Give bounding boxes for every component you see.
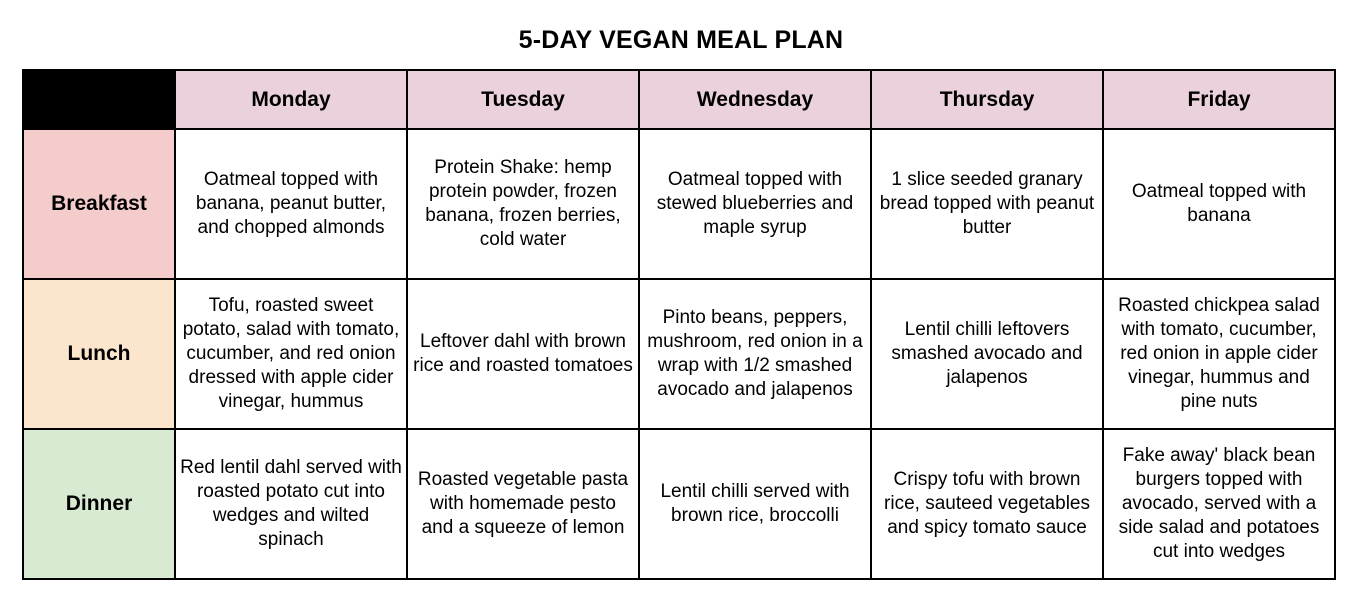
lunch-tuesday-cell: Leftover dahl with brown rice and roasted tomatoes xyxy=(407,279,639,429)
page-title: 5-DAY VEGAN MEAL PLAN xyxy=(518,26,844,54)
meal-label-lunch: Lunch xyxy=(23,279,175,429)
breakfast-row xyxy=(23,129,1335,279)
lunch-thursday-cell: Lentil chilli leftovers smashed avocado and jalapenos xyxy=(871,279,1103,429)
dinner-row xyxy=(23,429,1335,579)
header-row xyxy=(23,70,1335,129)
day-header-wednesday: Wednesday xyxy=(639,70,871,129)
lunch-row xyxy=(23,279,1335,429)
meal-label-breakfast: Breakfast xyxy=(23,129,175,279)
lunch-friday-cell: Roasted chickpea salad with tomato, cucumber, red onion in apple cider vinegar, hummus and pine nuts xyxy=(1103,279,1335,429)
dinner-wednesday-cell: Lentil chilli served with brown rice, broccolli xyxy=(639,429,871,579)
breakfast-wednesday-cell: Oatmeal topped with stewed blueberries and maple syrup xyxy=(639,129,871,279)
lunch-wednesday-cell: Pinto beans, peppers, mushroom, red onion in a wrap with 1/2 smashed avocado and jalapenos xyxy=(639,279,871,429)
lunch-monday-cell: Tofu, roasted sweet potato, salad with tomato, cucumber, and red onion dressed with apple cider vinegar, hummus xyxy=(175,279,407,429)
breakfast-tuesday-cell: Protein Shake: hemp protein powder, frozen banana, frozen berries, cold water xyxy=(407,129,639,279)
day-header-thursday: Thursday xyxy=(871,70,1103,129)
dinner-friday-cell: Fake away' black bean burgers topped with avocado, served with a side salad and potatoes cut into wedges xyxy=(1103,429,1335,579)
dinner-monday-cell: Red lentil dahl served with roasted potato cut into wedges and wilted spinach xyxy=(175,429,407,579)
breakfast-friday-cell: Oatmeal topped with banana xyxy=(1103,129,1335,279)
day-header-friday: Friday xyxy=(1103,70,1335,129)
breakfast-monday-cell: Oatmeal topped with banana, peanut butter, and chopped almonds xyxy=(175,129,407,279)
corner-cell xyxy=(23,70,175,129)
dinner-thursday-cell: Crispy tofu with brown rice, sauteed vegetables and spicy tomato sauce xyxy=(871,429,1103,579)
meal-label-dinner: Dinner xyxy=(23,429,175,579)
meal-plan-table xyxy=(22,69,1336,580)
day-header-monday: Monday xyxy=(175,70,407,129)
day-header-tuesday: Tuesday xyxy=(407,70,639,129)
breakfast-thursday-cell: 1 slice seeded granary bread topped with peanut butter xyxy=(871,129,1103,279)
dinner-tuesday-cell: Roasted vegetable pasta with homemade pesto and a squeeze of lemon xyxy=(407,429,639,579)
